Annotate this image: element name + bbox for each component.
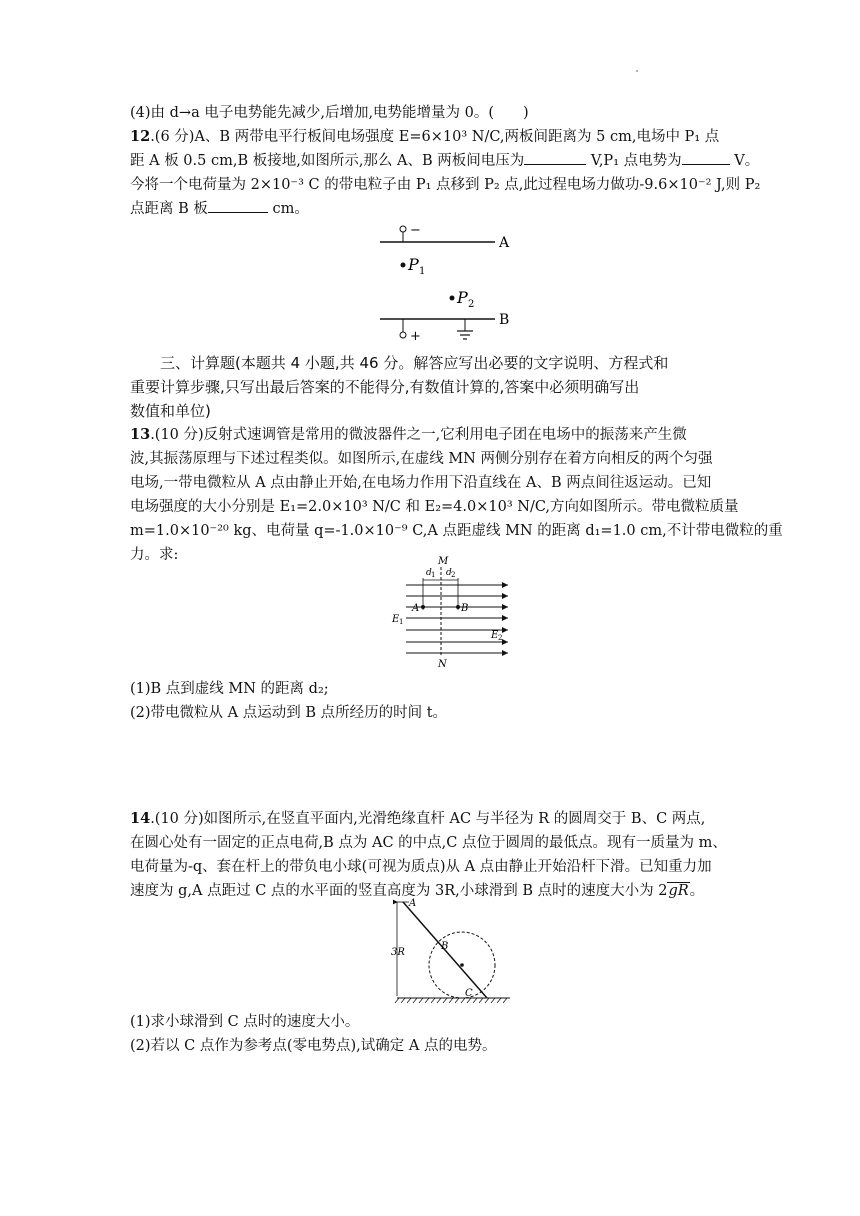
q14-line2: 在圆心处有一固定的正点电荷,B 点为 AC 的中点,C 点位于圆周的最低点。现有一质量为 m、: [130, 835, 727, 851]
plate-a-sign: −: [410, 223, 421, 238]
q12-blank-voltage[interactable]: [524, 150, 586, 165]
a-label: A: [412, 603, 420, 614]
section3-line3: 数值和单位): [130, 402, 211, 420]
q11-item4: (4)由 d→a 电子电势能先减少,后增加,电势能增量为 0。( ): [130, 105, 529, 121]
b-label: B: [461, 603, 469, 614]
q13-number: 13: [130, 426, 151, 443]
q14-number: 14: [130, 810, 151, 827]
q12-plates-figure: [370, 220, 520, 345]
p1-point: [401, 263, 406, 268]
q14-line4: 速度为 g,A 点距过 C 点的水平面的竖直高度为 3R,小球滑到 B 点时的速度大小为 2gR。: [130, 883, 705, 899]
m-label: M: [438, 556, 449, 567]
plate-a-label: A: [499, 235, 510, 251]
svg-text:2: 2: [498, 634, 503, 642]
p2-point: [450, 296, 455, 301]
q12-line2: 距 A 板 0.5 cm,B 板接地,如图所示,那么 A、B 两板间电压为 V,P₁ 点电势为 V。: [130, 150, 730, 172]
p1-subscript: 1: [419, 266, 426, 277]
q13-line5: m=1.0×10⁻²⁰ kg、电荷量 q=-1.0×10⁻⁹ C,A 点距虚线 MN 的距离 d₁=1.0 cm,不计带电微粒的重: [130, 523, 783, 539]
q13-line3: 电场,一带电微粒从 A 点由静止开始,在电场力作用下沿直线在 A、B 两点间往返运动。已知: [130, 475, 712, 491]
point-b: [456, 605, 460, 609]
height-label: 3R: [391, 947, 405, 958]
q13-line4: 电场强度的大小分别是 E₁=2.0×10³ N/C 和 E₂=4.0×10³ N/C,方向如图所示。带电微粒质量: [130, 499, 739, 515]
q12-line3: 今将一个电荷量为 2×10⁻³ C 的带电粒子由 P₁ 点移到 P₂ 点,此过程电场力做功-9.6×10⁻² J,则 P₂: [130, 177, 761, 193]
q13-sub2: (2)带电微粒从 A 点运动到 B 点所经历的时间 t。: [130, 705, 448, 721]
q14-line1: 14.(10 分)如图所示,在竖直平面内,光滑绝缘直杆 AC 与半径为 R 的圆周交于 B、C 两点,: [130, 810, 706, 827]
p1-label: P: [408, 255, 419, 274]
center-charge: [460, 963, 464, 967]
a-label: A: [409, 898, 417, 909]
e2-label: E: [491, 630, 499, 641]
d2-label: d: [446, 568, 452, 578]
svg-text:2: 2: [451, 571, 456, 579]
q13-field-figure: [388, 552, 518, 670]
svg-text:1: 1: [399, 618, 404, 626]
q12-blank-potential[interactable]: [682, 150, 730, 165]
q13-line2: 波,其振荡原理与下述过程类似。如图所示,在虚线 MN 两侧分别存在着方向相反的两个匀强: [130, 451, 713, 467]
point-a: [421, 605, 425, 609]
q12-line1: 12.(6 分)A、B 两带电平行板间电场强度 E=6×10³ N/C,两板间距离为 5 cm,电场中 P₁ 点: [130, 128, 720, 145]
plate-b-terminal: [400, 332, 406, 338]
section3-line2: 重要计算步骤,只写出最后答案的不能得分,有数值计算的,答案中必须明确写出: [130, 378, 640, 396]
q12-blank-distance[interactable]: [208, 198, 268, 213]
p2-subscript: 2: [468, 299, 475, 310]
d1-label: d: [426, 568, 432, 578]
svg-text:1: 1: [431, 571, 436, 579]
plate-b-sign: +: [410, 329, 421, 344]
plate-a-terminal: [400, 226, 406, 232]
q13-line6: 力。求:: [130, 547, 179, 563]
q14-line3: 电荷量为-q、套在杆上的带负电小球(可视为质点)从 A 点由静止开始沿杆下滑。已知重力加: [130, 859, 712, 875]
q12-number: 12: [130, 128, 151, 145]
b-label: B: [441, 941, 449, 952]
q12-line4: 点距离 B 板 cm。: [130, 198, 730, 220]
q13-sub1: (1)B 点到虚线 MN 的距离 d₂;: [130, 681, 329, 697]
page-mark: [636, 70, 638, 72]
q13-line1: 13.(10 分)反射式速调管是常用的微波器件之一,它利用电子团在电场中的振荡来产生微: [130, 426, 687, 443]
e1-label: E: [392, 614, 400, 625]
q14-rod-circle-figure: [385, 892, 515, 1010]
plate-b-label: B: [499, 312, 510, 328]
p2-label: P: [457, 288, 468, 307]
sqrt-gr: gR: [668, 883, 689, 899]
section3-line1: 三、计算题(本题共 4 小题,共 46 分。解答应写出必要的文字说明、方程式和: [160, 354, 669, 372]
c-label: C: [465, 988, 473, 999]
q14-sub1: (1)求小球滑到 C 点时的速度大小。: [130, 1014, 360, 1030]
n-label: N: [438, 659, 447, 670]
q14-sub2: (2)若以 C 点作为参考点(零电势点),试确定 A 点的电势。: [130, 1038, 497, 1054]
